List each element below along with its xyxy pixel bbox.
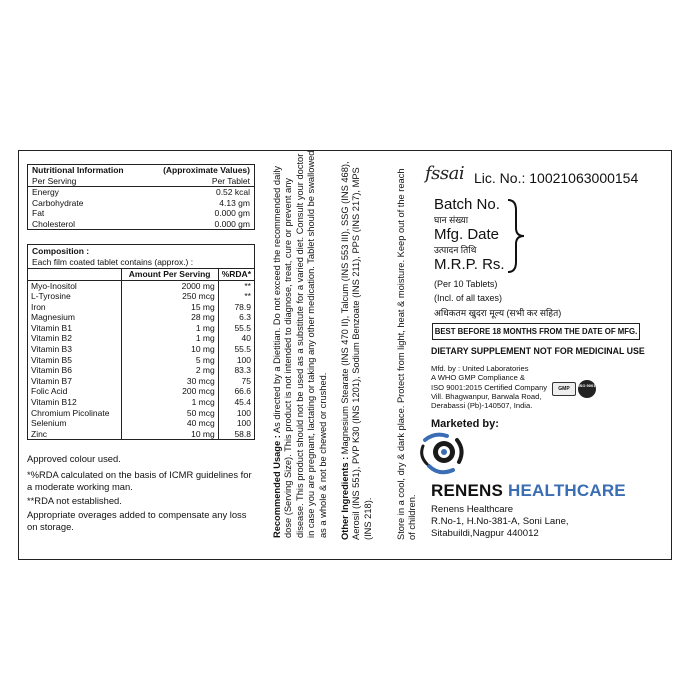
nutrition-row [28,187,254,198]
gmp-badge-icon: GMP [552,382,576,396]
usage-heading: Recommended Usage : [272,435,282,538]
ingredient-name: Vitamin B3 [31,344,72,355]
dietary-supplement-note: DIETARY SUPPLEMENT NOT FOR MEDICINAL USE [431,346,645,356]
ingredient-name: Zinc [31,428,48,439]
composition-row [28,418,254,429]
nutrient-value: 0.000 gm [214,208,250,218]
ingredient-name: L-Tyrosine [31,291,71,302]
composition-row [28,365,254,376]
mfd-line: ISO 9001:2015 Certified Company [431,382,548,392]
ingredient-name: Vitamin B5 [31,354,72,365]
ingredient-amount: 40 mcg [121,418,218,429]
mrp-label: M.R.P. Rs. [434,256,505,273]
best-before-box: BEST BEFORE 18 MONTHS FROM THE DATE OF MFG. [432,323,640,340]
recommended-usage [272,148,329,538]
address-line: Renens Healthcare [431,504,514,515]
serving-label: Per Serving [32,175,77,186]
ingredient-rda: ** [218,291,254,302]
nutrient-name: Carbohydrate [32,197,84,208]
ingredient-amount: 15 mg [121,302,218,313]
ingredient-amount: 10 mg [121,429,218,440]
incl-taxes: (Incl. of all taxes) [434,293,503,303]
rda-note: *%RDA calculated on the basis of ICMR guidelines for a moderate working man. [27,469,252,492]
nutrition-row [28,208,254,219]
mrp-hindi: अधिकतम खुदरा मूल्य (सभी कर सहित) [434,308,562,318]
brand-name-a: RENENS [431,481,504,500]
nutrition-title: Nutritional Information [32,165,124,175]
fssai-logo: fssai [425,163,465,184]
serving-unit: Per Tablet [211,175,250,186]
ingredient-amount: 5 mg [121,355,218,366]
ingredient-amount: 1 mg [121,323,218,334]
nutrient-name: Fat [32,208,45,218]
ingredients-text: Magnesium Stearate (INS 470 II), Talcum (INS 553 III), SSG (INS 468), Aerosil (INS 551), PVP K30 (INS 1201), Sodium Benzoate (INS 211), PPS (INS 217), MPS (INS 218). [340,161,373,540]
ingredient-amount: 30 mcg [121,376,218,387]
mfd-line: A WHO GMP Compliance & [431,373,525,383]
ingredient-rda: 75 [218,376,254,387]
other-ingredients [340,160,374,540]
brand-name [431,481,626,501]
ingredient-amount: 50 mcg [121,408,218,419]
composition-row [28,344,254,355]
nutrition-row [28,219,254,230]
batch-no-label: Batch No. [434,196,500,213]
ingredient-rda: 55.5 [218,323,254,334]
nutrient-name: Energy [32,187,59,197]
batch-no-hindi: घान संख्या [434,215,469,225]
storage-text: Store in a cool, dry & dark place. Protect from light, heat & moisture. Keep out of the reach of children. [396,168,418,540]
brace-icon [506,198,526,274]
ingredient-rda: 66.6 [218,386,254,397]
mfd-line: Vill. Bhagwanpur, Barwala Road, [431,391,542,401]
ingredient-name: Vitamin B1 [31,322,72,333]
ingredient-amount: 1 mcg [121,397,218,408]
ingredient-name: Vitamin B2 [31,333,72,344]
nutrient-value: 4.13 gm [219,197,250,208]
address-line: Sitabuildi,Nagpur 440012 [431,528,539,539]
composition-title: Composition : [32,246,90,256]
ingredient-amount: 2 mg [121,365,218,376]
composition-row [28,376,254,387]
ingredient-amount: 28 mg [121,312,218,323]
ingredient-name: Myo-Inositol [31,280,77,291]
mfg-date-label: Mfg. Date [434,226,500,243]
ingredient-rda: 100 [218,418,254,429]
composition-row [28,386,254,397]
ingredients-heading: Other Ingredients : [340,456,350,540]
ingredient-amount: 2000 mg [121,280,218,291]
manufacturer-info [431,364,547,410]
composition-table [27,244,255,440]
ingredient-amount: 250 mcg [121,291,218,302]
ingredient-name: Folic Acid [31,386,68,397]
usage-text: As directed by a Dietitian. Do not exceed the recommended daily dose (Serving Size). This product is not intended to diagnose, treat, cure or prevent any disease. This product should not be used as a substitute for a varied diet. Consult your doctor in case you are pregnant, lactating or taking any other medication. Tablet should be swallowed as a whole & not be chewed or crushed. [272,150,328,538]
ingredient-rda: 55.5 [218,344,254,355]
marketed-by-label: Marketed by: [431,418,499,430]
ingredient-rda: 58.8 [218,429,254,440]
ingredient-name: Vitamin B7 [31,375,72,386]
composition-row [28,355,254,366]
mfd-line: Mfd. by : United Laboratories [431,364,529,373]
ingredient-name: Magnesium [31,312,75,323]
nutrient-name: Cholesterol [32,218,75,229]
marketer-address [431,504,569,540]
ingredient-amount: 10 mg [121,344,218,355]
nutrient-value: 0.000 gm [214,218,250,229]
composition-row [28,408,254,419]
nutrition-title-right: (Approximate Values) [163,165,250,175]
ingredient-rda: 83.3 [218,365,254,376]
ingredient-name: Selenium [31,418,67,429]
composition-row [28,333,254,344]
col-rda: %RDA* [218,269,254,281]
storage-instructions [396,160,419,540]
nutrient-value: 0.52 kcal [215,187,250,197]
address-line: R.No-1, H.No-381-A, Soni Lane, [431,516,569,527]
overages-note: Appropriate overages added to compensate any loss on storage. [27,509,247,532]
ingredient-rda: 78.9 [218,302,254,313]
ingredient-rda: 100 [218,355,254,366]
ingredient-name: Vitamin B6 [31,365,72,376]
ingredient-rda: 100 [218,408,254,419]
ingredient-name: Vitamin B12 [31,397,77,408]
ingredient-rda: 6.3 [218,312,254,323]
per-10-tablets: (Per 10 Tablets) [434,279,498,289]
composition-row [28,312,254,323]
brand-name-b: HEALTHCARE [508,481,626,500]
composition-row [28,280,254,291]
col-amount: Amount Per Serving [121,269,218,281]
nutrition-table [27,164,255,230]
ingredient-name: Chromium Picolinate [31,407,110,418]
mfd-line: Derabassi (Pb)-140507, India. [431,401,533,411]
ingredient-name: Iron [31,301,46,312]
composition-row [28,397,254,408]
mfg-date-hindi: उत्पादन तिथि [434,245,477,255]
composition-subtitle: Each film coated tablet contains (approx.) : [32,256,194,267]
composition-row [28,323,254,334]
ingredient-rda: 40 [218,333,254,344]
composition-row [28,302,254,313]
composition-row [28,429,254,440]
approved-colour: Approved colour used. [27,453,121,464]
ingredient-amount: 200 mcg [121,386,218,397]
rda-not-established: **RDA not established. [27,495,122,506]
ingredient-rda: 45.4 [218,397,254,408]
composition-row [28,291,254,302]
composition-notes [27,453,257,535]
license-number: Lic. No.: 10021063000154 [474,170,639,186]
nutrition-row [28,198,254,209]
ingredient-amount: 1 mg [121,333,218,344]
iso-badge-icon: ISO 9001 [578,380,596,398]
ingredient-rda: ** [218,280,254,291]
renens-logo-icon [417,430,469,478]
